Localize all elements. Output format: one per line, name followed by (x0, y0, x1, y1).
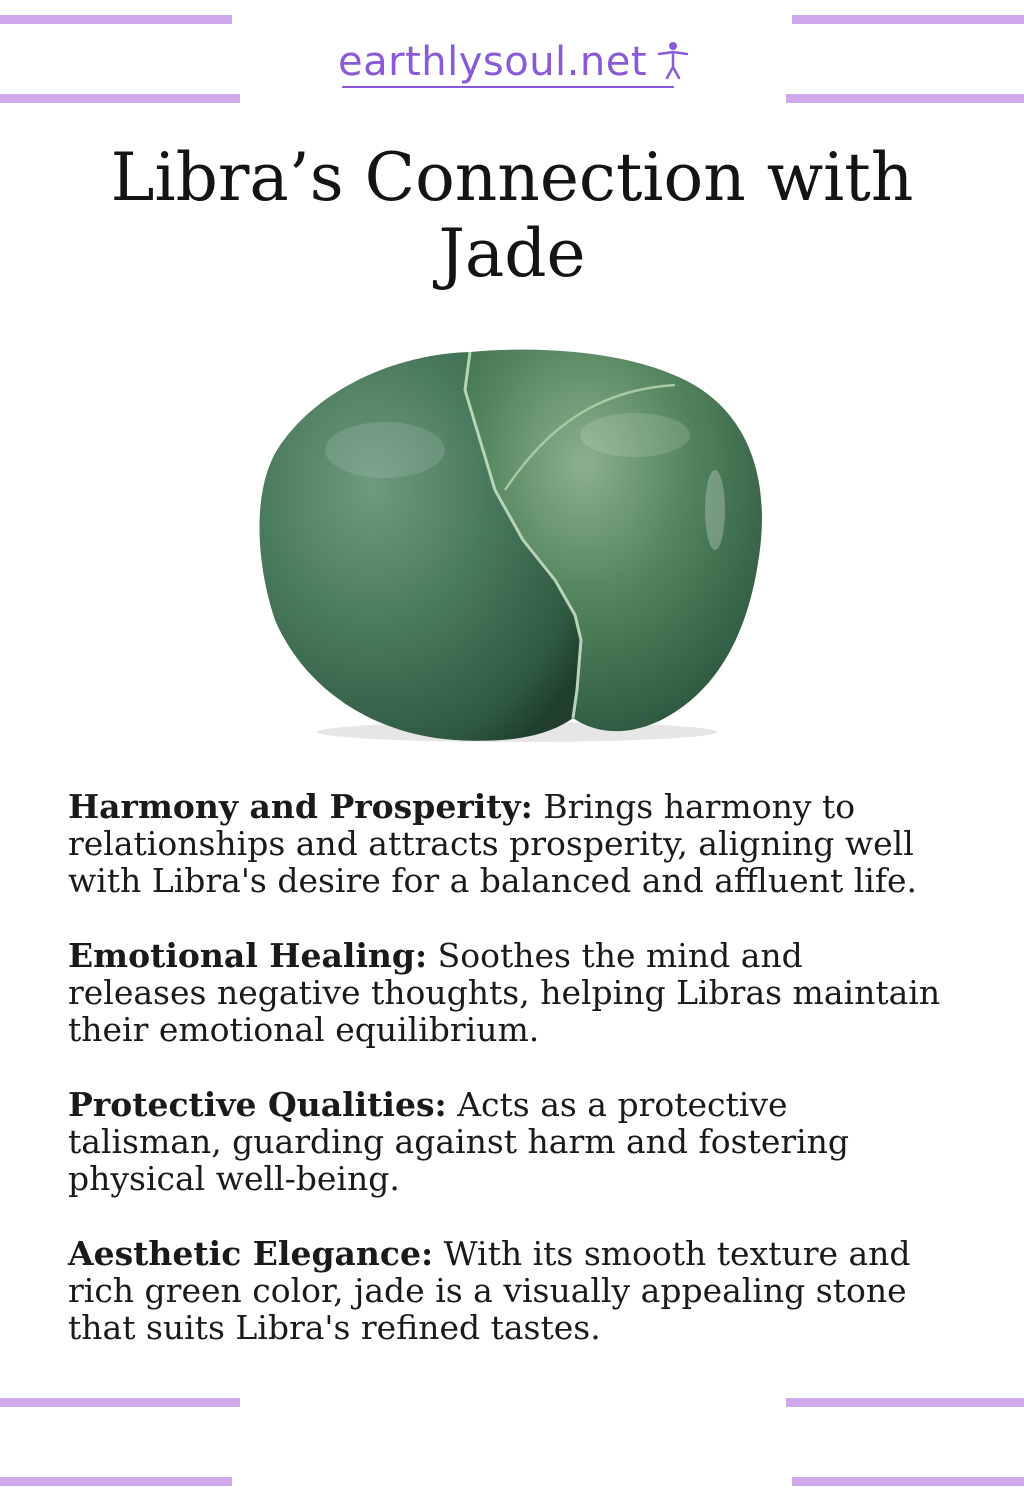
decorative-bar-top-left-2 (0, 94, 240, 103)
jade-stone-image (255, 340, 775, 750)
property-item-protective (68, 1086, 948, 1197)
property-item-harmony (68, 788, 948, 899)
property-text: Brings harmony to relationships and attracts prosperity, aligning well with Libra's desire for a balanced and affluent life. (68, 787, 918, 900)
property-text: Acts as a protective talisman, guarding against harm and fostering physical well-being. (68, 1085, 850, 1198)
property-title: Aesthetic Elegance: (68, 1234, 434, 1273)
property-text: With its smooth texture and rich green color, jade is a visually appealing stone that suits Libra's refined tastes. (68, 1234, 911, 1347)
decorative-bar-top-right-1 (792, 15, 1024, 24)
decorative-bar-top-left-1 (0, 15, 232, 24)
logo-text: earthlysoul.net (338, 39, 648, 85)
yoga-figure-icon (656, 40, 690, 80)
property-title: Harmony and Prosperity: (68, 787, 533, 826)
site-logo[interactable] (338, 38, 688, 88)
page-title: Libra’s Connection with Jade (110, 139, 914, 292)
decorative-bar-bottom-left-2 (0, 1477, 232, 1486)
decorative-bar-bottom-left-1 (0, 1398, 240, 1407)
jade-properties-list (68, 788, 948, 1384)
logo-underline (342, 86, 674, 88)
property-title: Protective Qualities: (68, 1085, 447, 1124)
property-item-aesthetic (68, 1235, 948, 1346)
decorative-bar-bottom-right-1 (786, 1398, 1024, 1407)
property-title: Emotional Healing: (68, 936, 428, 975)
property-item-emotional-healing (68, 937, 948, 1048)
decorative-bar-top-right-2 (786, 94, 1024, 103)
decorative-bar-bottom-right-2 (792, 1477, 1024, 1486)
property-text: Soothes the mind and releases negative thoughts, helping Libras maintain their emotional equilibrium. (68, 936, 941, 1049)
